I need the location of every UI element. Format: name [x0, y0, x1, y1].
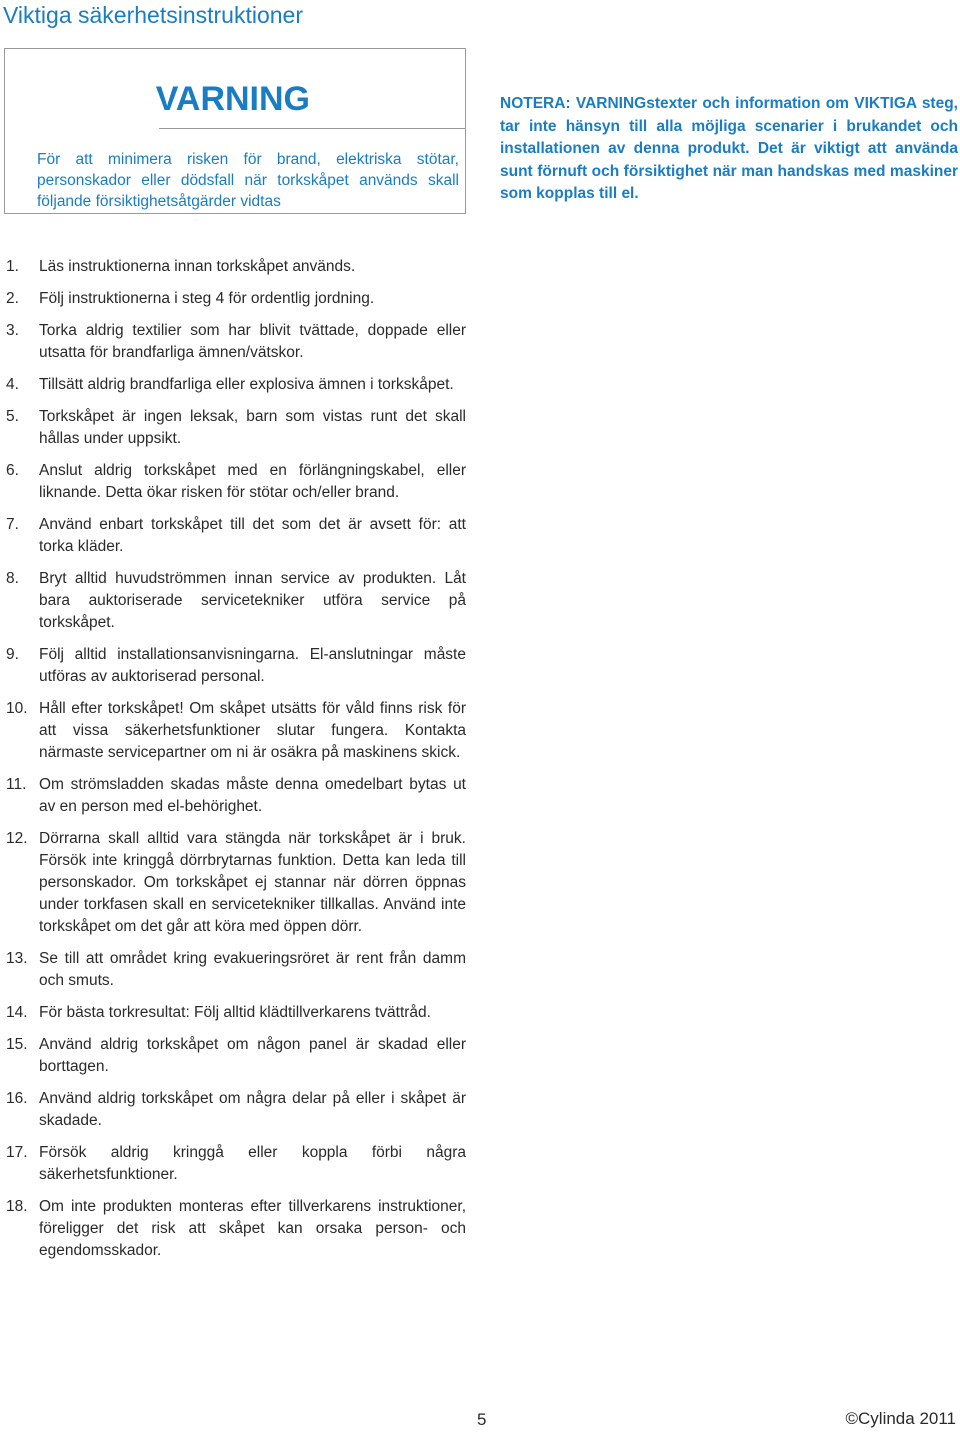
instructions-list [4, 256, 466, 1272]
instruction-text: Använd aldrig torkskåpet om någon panel är skadad eller borttagen. [39, 1036, 466, 1075]
instruction-item [4, 1196, 466, 1262]
instruction-item [4, 374, 466, 396]
instruction-text: Torka aldrig textilier som har blivit tvättade, doppade eller utsatta för brandfarliga ämnen/vätskor. [39, 322, 466, 361]
page-number: 5 [477, 1410, 487, 1429]
instruction-item [4, 774, 466, 818]
instruction-text: Försök aldrig kringgå eller koppla förbi några säkerhetsfunktioner. [39, 1144, 466, 1183]
instruction-number: 12. [6, 830, 28, 847]
warning-title: VARNING [155, 80, 310, 118]
instruction-number: 10. [6, 700, 28, 717]
instruction-number: 4. [6, 376, 19, 393]
instruction-number: 11. [6, 776, 27, 793]
warning-text: För att minimera risken för brand, elektriska stötar, personskador eller dödsfall när torkskåpet används skall följande försiktighetsåtgärder vidtas [37, 151, 459, 210]
instruction-number: 3. [6, 322, 19, 339]
instruction-text: Bryt alltid huvudströmmen innan service av produkten. Låt bara auktoriserade servicetekniker utföra service på torkskåpet. [39, 570, 466, 631]
instruction-number: 8. [6, 570, 19, 587]
instruction-item [4, 698, 466, 764]
instruction-text: Använd enbart torkskåpet till det som det är avsett för: att torka kläder. [39, 516, 466, 555]
note-text: NOTERA: VARNINGstexter och information om VIKTIGA steg, tar inte hänsyn till alla möjliga scenarier i brukandet och installationen av denna produkt. Det är viktigt att använda sunt förnuft och försiktighet när man handskas med maskiner som kopplas till el. [500, 95, 958, 202]
instruction-number: 15. [6, 1036, 28, 1053]
instruction-number: 2. [6, 290, 19, 307]
instruction-item [4, 256, 466, 278]
instruction-text: Anslut aldrig torkskåpet med en förlängningskabel, eller liknande. Detta ökar risken för stötar och/eller brand. [39, 462, 466, 501]
instruction-text: Håll efter torkskåpet! Om skåpet utsätts för våld finns risk för att vissa säkerhetsfunktioner slutar fungera. Kontakta närmaste servicepartner om ni är osäkra på maskinens skick. [39, 700, 466, 761]
page-title: Viktiga säkerhetsinstruktioner [3, 2, 303, 28]
instruction-text: Använd aldrig torkskåpet om några delar på eller i skåpet är skadade. [39, 1090, 466, 1129]
instruction-number: 1. [6, 258, 19, 275]
instruction-item [4, 320, 466, 364]
warning-box [4, 48, 466, 214]
instruction-number: 9. [6, 646, 19, 663]
instruction-number: 7. [6, 516, 19, 533]
instruction-item [4, 1088, 466, 1132]
instruction-number: 16. [6, 1090, 28, 1107]
instruction-text: Läs instruktionerna innan torkskåpet används. [39, 258, 356, 275]
instruction-item [4, 460, 466, 504]
instruction-text: Om strömsladden skadas måste denna omedelbart bytas ut av en person med el-behörighet. [39, 776, 466, 815]
instruction-text: Följ alltid installationsanvisningarna. El-anslutningar måste utföras av auktoriserad personal. [39, 646, 466, 685]
instruction-item [4, 568, 466, 634]
instruction-number: 17. [6, 1144, 28, 1161]
instruction-text: Se till att området kring evakueringsröret är rent från damm och smuts. [39, 950, 466, 989]
instruction-item [4, 288, 466, 310]
instruction-number: 13. [6, 950, 28, 967]
instruction-item [4, 514, 466, 558]
instruction-number: 18. [6, 1198, 28, 1215]
instruction-text: Om inte produkten monteras efter tillverkarens instruktioner, föreligger det risk att skåpet kan orsaka person- och egendomsskador. [39, 1198, 466, 1259]
instruction-text: För bästa torkresultat: Följ alltid klädtillverkarens tvättråd. [39, 1004, 431, 1021]
instruction-item [4, 644, 466, 688]
warning-divider [159, 128, 465, 129]
instruction-number: 6. [6, 462, 19, 479]
instruction-item [4, 1034, 466, 1078]
instruction-text: Följ instruktionerna i steg 4 för ordentlig jordning. [39, 290, 375, 307]
instruction-item [4, 948, 466, 992]
copyright: ©Cylinda 2011 [845, 1409, 956, 1428]
instruction-item [4, 1002, 466, 1024]
instruction-item [4, 1142, 466, 1186]
instruction-text: Dörrarna skall alltid vara stängda när torkskåpet är i bruk. Försök inte kringgå dörrbrytarnas funktion. Detta kan leda till personskador. Om torkskåpet ej stannar när dörren öppnas under torkfasen skall en servicetekniker tillkallas. Använd inte torkskåpet om det går att köra med öppen dörr. [39, 830, 466, 935]
instruction-item [4, 406, 466, 450]
instruction-number: 14. [6, 1004, 28, 1021]
instruction-item [4, 828, 466, 938]
instruction-text: Tillsätt aldrig brandfarliga eller explosiva ämnen i torkskåpet. [39, 376, 454, 393]
instruction-number: 5. [6, 408, 19, 425]
instruction-text: Torkskåpet är ingen leksak, barn som vistas runt det skall hållas under uppsikt. [39, 408, 466, 447]
